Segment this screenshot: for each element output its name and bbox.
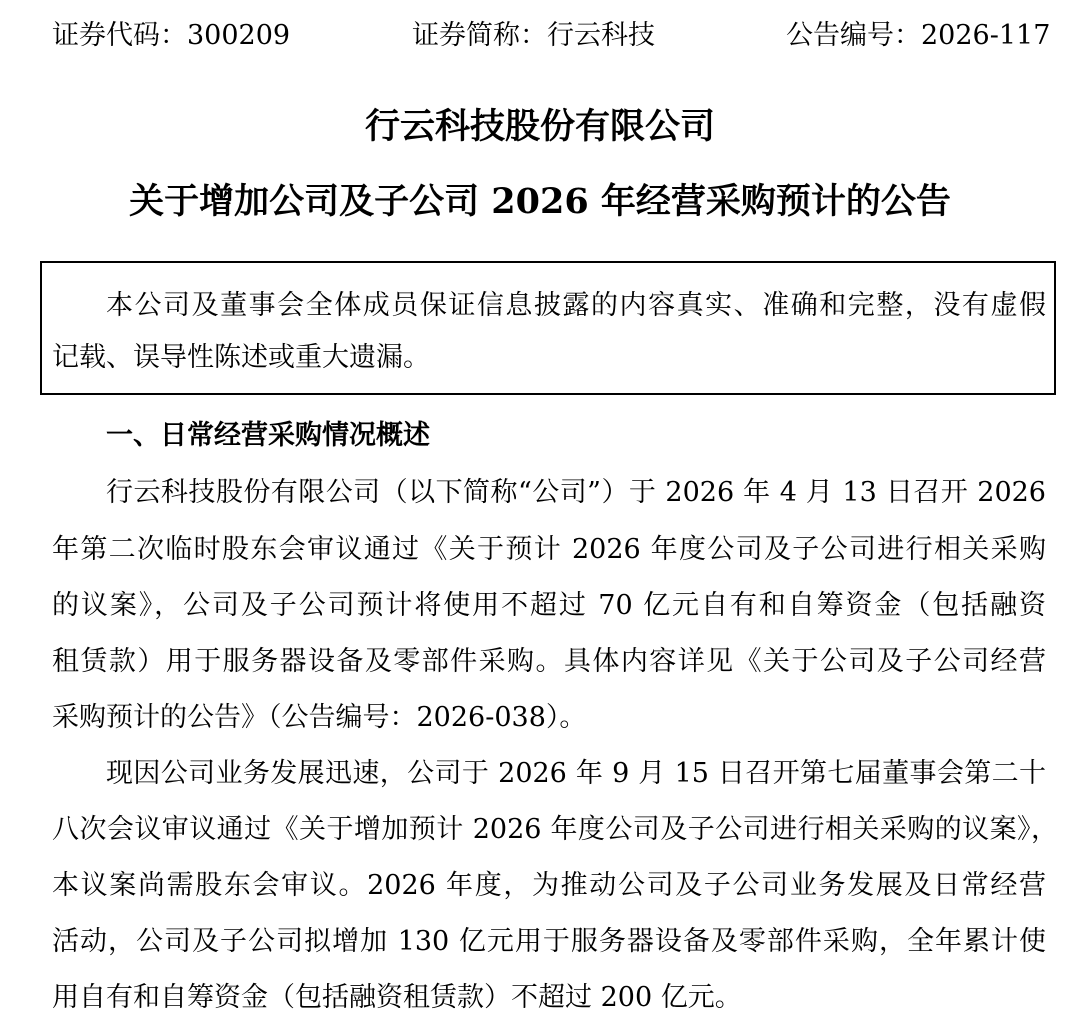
- disclosure-line: 本公司及董事会全体成员保证信息披露的内容真实、准确和完整，没有虚假: [106, 290, 1046, 321]
- section-heading: 一、日常经营采购情况概述: [106, 420, 430, 451]
- paragraph-line: 八次会议审议通过《关于增加预计 2026 年度公司及子公司进行相关采购的议案》，: [52, 814, 1058, 845]
- paragraph-line: 采购预计的公告》（公告编号：2026-038）。: [52, 702, 587, 733]
- paragraph-line: 现因公司业务发展迅速，公司于 2026 年 9 月 15 日召开第七届董事会第二十: [106, 758, 1046, 789]
- company-title: 行云科技股份有限公司: [364, 106, 715, 147]
- announcement-number: 公告编号：2026-117: [786, 20, 1051, 51]
- paragraph-line: 行云科技股份有限公司（以下简称“公司”）于 2026 年 4 月 13 日召开 2026: [106, 477, 1046, 508]
- paragraph-line: 活动，公司及子公司拟增加 130 亿元用于服务器设备及零部件采购，全年累计使: [52, 926, 1046, 957]
- announcement-title: 关于增加公司及子公司 2026 年经营采购预计的公告: [129, 181, 951, 222]
- document-header: [0, 14, 1080, 58]
- paragraph-line: 本议案尚需股东会审议。2026 年度，为推动公司及子公司业务发展及日常经营: [52, 870, 1046, 901]
- paragraph-line: 租赁款）用于服务器设备及零部件采购。具体内容详见《关于公司及子公司经营: [52, 646, 1046, 677]
- security-name: 证券简称：行云科技: [412, 20, 655, 51]
- security-code: 证券代码：300209: [52, 20, 291, 51]
- paragraph-line: 的议案》，公司及子公司预计将使用不超过 70 亿元自有和自筹资金（包括融资: [52, 590, 1046, 621]
- disclosure-line: 记载、误导性陈述或重大遗漏。: [52, 342, 430, 373]
- paragraph-line: 用自有和自筹资金（包括融资租赁款）不超过 200 亿元。: [52, 982, 742, 1013]
- paragraph-line: 年第二次临时股东会审议通过《关于预计 2026 年度公司及子公司进行相关采购: [52, 534, 1046, 565]
